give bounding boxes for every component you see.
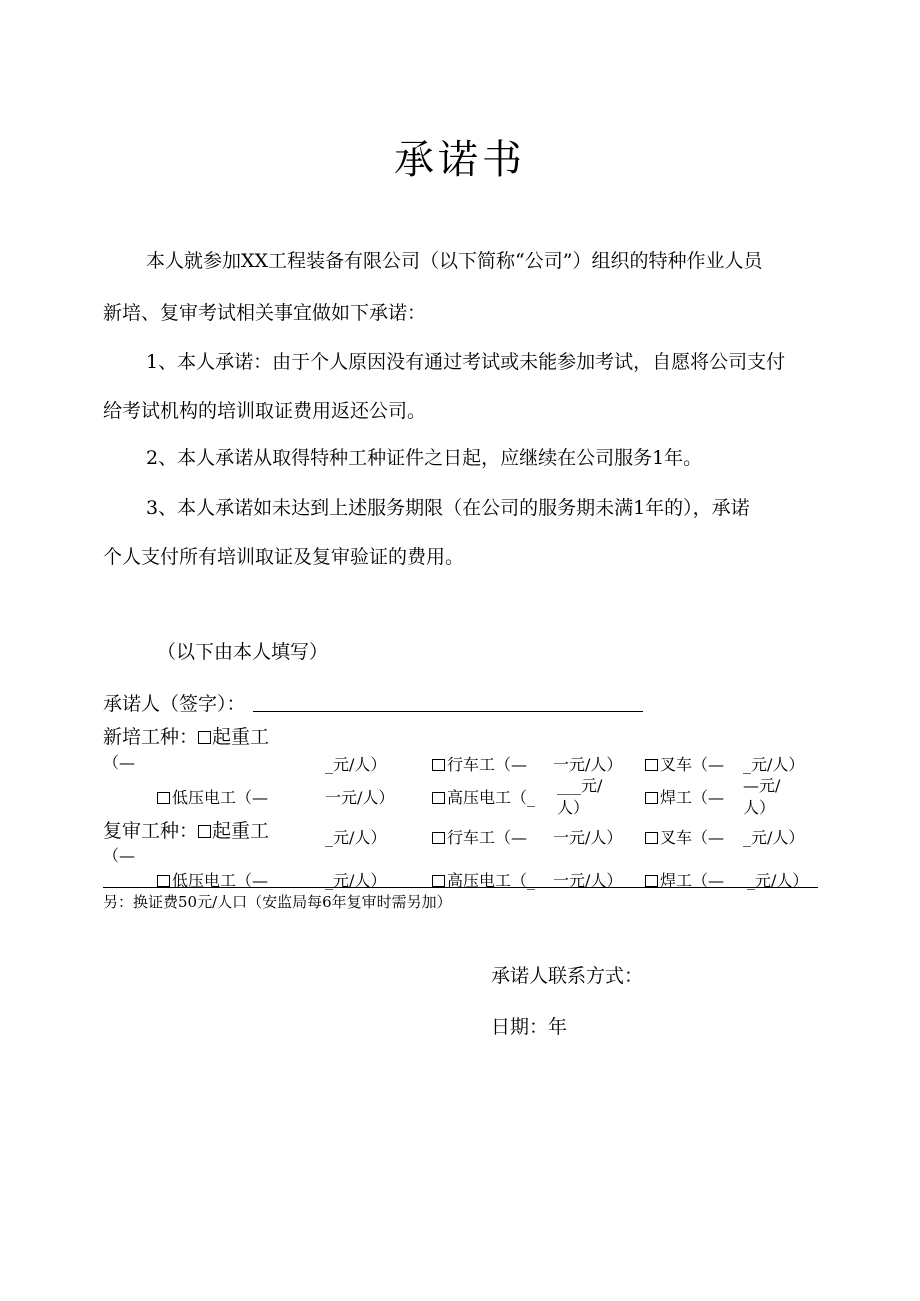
intro-line-2: 新培、复审考试相关事宜做如下承诺： xyxy=(103,302,427,324)
forklift-checkbox[interactable] xyxy=(645,759,658,771)
new-welder-fee-a[interactable]: —元/ xyxy=(743,776,781,795)
lv-electrician-checkbox[interactable] xyxy=(157,792,170,804)
contact-label: 承诺人联系方式： xyxy=(491,965,644,987)
welder-checkbox[interactable] xyxy=(645,792,658,804)
review-welder-checkbox[interactable] xyxy=(645,875,658,887)
signature-label: 承诺人（签字）： xyxy=(103,693,246,715)
item-3-line-1: 3、本人承诺如未达到上述服务期限（在公司的服务期未满1年的），承诺 xyxy=(146,497,750,519)
new-hv-electrician-fee-b: 人） xyxy=(557,798,590,817)
table-bottom-rule xyxy=(103,887,818,888)
review-paren: （— xyxy=(103,846,136,865)
review-forklift-item: 叉车（— xyxy=(645,825,724,848)
review-hv-electrician-item: 高压电工（_ xyxy=(432,868,535,891)
review-crane-label: 起重工 xyxy=(212,820,270,842)
new-crane-fee[interactable]: _元/人） xyxy=(325,755,387,774)
footnote: 另：换证费50元/人口（安监局每6年复审时需另加） xyxy=(103,893,452,911)
new-lv-electrician-item: 低压电工（— xyxy=(157,785,268,808)
review-hoist-fee[interactable]: 一元/人） xyxy=(553,828,623,847)
item-1-line-2: 给考试机构的培训取证费用返还公司。 xyxy=(103,400,427,422)
review-crane-fee[interactable]: _元/人） xyxy=(325,828,387,847)
crane-label: 起重工 xyxy=(212,726,270,748)
review-forklift-checkbox[interactable] xyxy=(645,832,658,844)
new-hoist-fee[interactable]: 一元/人） xyxy=(553,755,623,774)
new-hv-electrician-fee-a[interactable]: ___元/ xyxy=(557,776,603,795)
review-hv-electrician-checkbox[interactable] xyxy=(432,875,445,887)
review-hoist-item: 行车工（— xyxy=(432,825,527,848)
review-lv-electrician-item: 低压电工（— xyxy=(157,868,268,891)
new-lv-electrician-fee[interactable]: 一元/人） xyxy=(325,788,395,807)
new-welder-item: 焊工（— xyxy=(645,785,724,808)
review-label-row xyxy=(103,816,269,843)
review-welder-fee[interactable]: _元/人） xyxy=(747,871,809,890)
new-training-label-row xyxy=(103,722,269,749)
review-welder-item: 焊工（— xyxy=(645,868,724,891)
review-lv-electrician-fee[interactable]: _元/人） xyxy=(325,871,387,890)
new-forklift-fee[interactable]: _元/人） xyxy=(743,755,805,774)
new-forklift-item: 叉车（— xyxy=(645,752,724,775)
crane-checkbox[interactable] xyxy=(198,731,211,744)
hv-electrician-checkbox[interactable] xyxy=(432,792,445,804)
fill-note: （以下由本人填写） xyxy=(157,641,329,663)
item-2: 2、本人承诺从取得特种工种证件之日起，应继续在公司服务1年。 xyxy=(146,447,703,469)
intro-line-1: 本人就参加XX工程装备有限公司（以下简称“公司”）组织的特种作业人员 xyxy=(146,250,763,272)
review-hoist-checkbox[interactable] xyxy=(432,832,445,844)
new-welder-fee-b: 人） xyxy=(743,798,776,817)
item-1-line-1: 1、本人承诺：由于个人原因没有通过考试或未能参加考试，自愿将公司支付 xyxy=(146,351,786,373)
new-hoist-item: 行车工（— xyxy=(432,752,527,775)
signature-line[interactable] xyxy=(253,711,643,712)
hoist-checkbox[interactable] xyxy=(432,759,445,771)
review-label: 复审工种： xyxy=(103,820,199,842)
new-training-label: 新培工种： xyxy=(103,726,199,748)
review-crane-checkbox[interactable] xyxy=(198,825,211,838)
new-training-paren: （— xyxy=(103,753,136,772)
review-lv-electrician-checkbox[interactable] xyxy=(157,875,170,887)
date-label: 日期：年 xyxy=(491,1016,568,1038)
item-3-line-2: 个人支付所有培训取证及复审验证的费用。 xyxy=(103,546,465,568)
page-title: 承诺书 xyxy=(394,137,526,183)
review-forklift-fee[interactable]: _元/人） xyxy=(743,828,805,847)
review-hv-electrician-fee[interactable]: 一元/人） xyxy=(553,871,623,890)
new-hv-electrician-item: 高压电工（_ xyxy=(432,785,535,808)
